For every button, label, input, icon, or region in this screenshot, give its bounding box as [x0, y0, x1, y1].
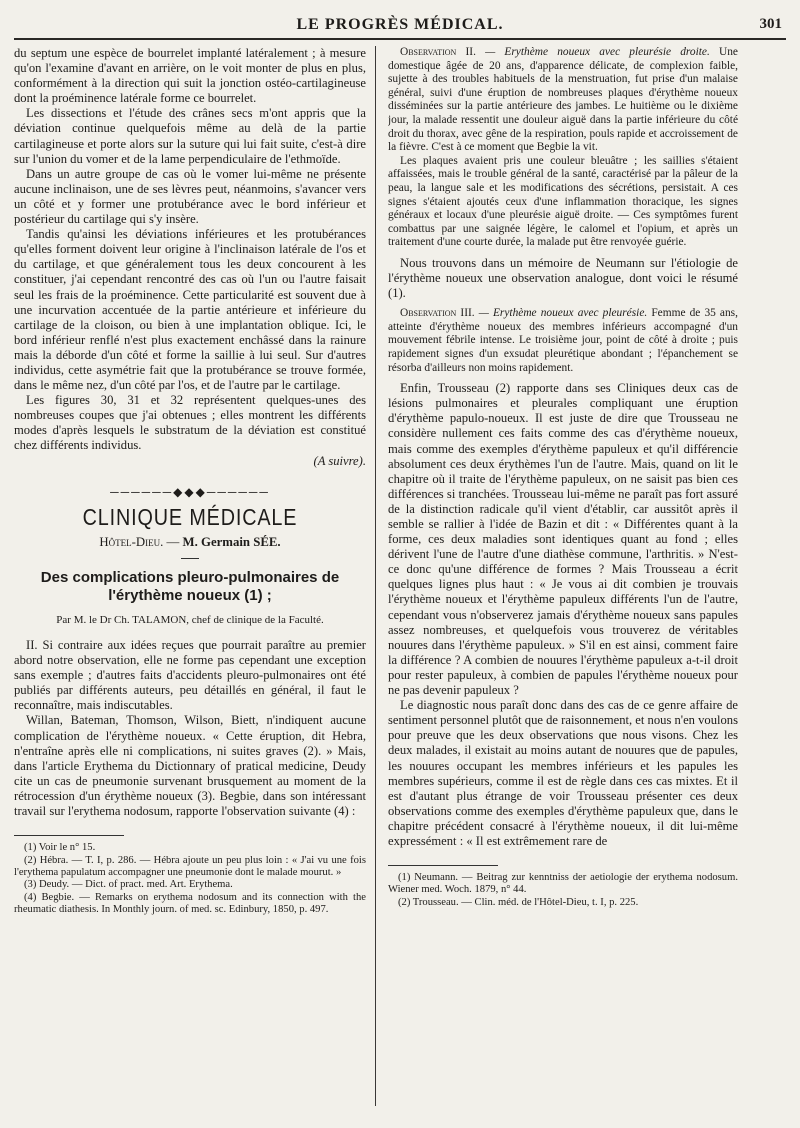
observation-label: Observation II. [400, 46, 476, 58]
right-column [388, 46, 738, 1106]
to-follow-note: (A suivre). [313, 453, 366, 468]
observation-text: Femme de 35 ans, atteinte d'érythème noueux des membres inférieurs accompagné d'un mouvement fébrile intense. Le troisième jour, point de côté à droite ; puis rapidement signes d'un exsudat pleurétique abondant ; l'épanchement se résorba d'ailleurs non moins rapidement. [388, 307, 738, 374]
section-ornament: ──────◆◆◆────── [110, 484, 270, 499]
paragraph: Dans un autre groupe de cas où le vomer lui-même ne présente aucune inclinaison, une de ses lèvres peut, néanmoins, s'avancer vers un côté et y former une protubérance avec le bord inférieur et postérieur du cartilage qui s'y insère. [14, 166, 366, 227]
running-head [14, 12, 786, 40]
observation-2 [388, 46, 738, 155]
observation-2-continued: Les plaques avaient pris une couleur bleuâtre ; les saillies s'étaient affaissées, mais le trouble général de la santé, caractérisé par la pâleur de la peau, la langue sale et les modifications des sécrétions, persistait. A ces signes s'étaient ajoutés ceux d'une inflammation thoracique, les signes généraux et locaux d'une pleurésie aiguë droite. — Ces symptômes furent combattus par une saignée légère, le calomel et l'opium, et après un traitement d'une courte durée, la malade put être renvoyée guérie. [388, 154, 738, 249]
article-title: Des complications pleuro-pulmonaires de l'érythème noueux (1) ; [40, 568, 340, 604]
footnote: (2) Hébra. — T. I, p. 286. — Hébra ajoute un peu plus loin : « J'ai vu une fois l'erythema papulatum accompagner une pneumonie dont le malade mourut. » [14, 854, 366, 878]
author-line: Par M. le Dr Ch. TALAMON, chef de clinique de la Faculté. [56, 613, 324, 626]
article-paragraph: Willan, Bateman, Thomson, Wilson, Biett, n'indiquent aucune complication de l'érythème noueux. « Cette éruption, dit Hebra, n'entraîne après elle ni complications, ni suites graves (2). » Mais, dans l'article Erythema du Dictionnary of pratical medicine, Deudy cite un cas de pneumonie survenant brusquement au moment de la rétrocession d'un érythème noueux (3). Begbie, dans son intéressant travail sur l'erythema nodosum, rapporte l'observation suivante (4) : [14, 713, 366, 819]
observation-3 [388, 307, 738, 375]
service-dash: — [166, 534, 180, 549]
footnote-rule [14, 835, 124, 836]
footnote: (1) Voir le n° 15. [24, 842, 96, 854]
observation-label: Observation III. [400, 307, 475, 320]
hospital-name: Hôtel-Dieu. [99, 534, 164, 549]
paragraph: Enfin, Trousseau (2) rapporte dans ses Cliniques deux cas de lésions pulmonaires et pleurales compliquant une éruption d'érythème papulo-noueux. Il est juste de dire que Trousseau ne considère nullement ces faits comme des cas d'érythème noueux, mais comme des exemples d'érythème papuleux et qu'il différencie absolument ces deux érythèmes l'un de l'autre. Mais, quand on lit le chapitre où il traite de l'érythème papuleux, on ne saisit pas bien ces différences si tranchées. Trousseau lui-même ne paraît pas fort assuré de la distinction radicale qu'il vient d'établir, car aussitôt après il semble se rallier à l'idée de Bazin et dit : « Différentes quant à la forme, ces deux maladies sont identiques quant au fond ; elles dérivent l'une de l'autre d'une diathèse commune, l'arthritis. » N'est-ce donc qu'une différence de formes ? Mais Trousseau a écrit quelques lignes plus haut : « Je vous ai dit combien je trouvais l'érythème noueux et l'érythème papuleux différents l'un de l'autre, cependant vous n'observerez jamais d'érythème noueux sans papules assez nombreuses, et quelquefois vous trouverez de véritables nouures dans l'érythème papuleux. » S'il en est ainsi, comment faire la différence ? A combien de nouures l'érythème papuleux a-t-il droit pour rester papuleux, à combien de papules l'érythème noueux pour ne pas devenir papuleux ? [388, 381, 738, 698]
footnote-rule [388, 865, 498, 866]
left-column [14, 46, 366, 1106]
section-title: CLINIQUE MÉDICALE [82, 503, 298, 530]
footnote: (4) Begbie. — Remarks on erythema nodosum and its connection with the rheumatic diathesis. In Monthly journ. of med. sc. Edinbury, 1850, p. 497. [14, 891, 366, 916]
paragraph: Nous trouvons dans un mémoire de Neumann sur l'étiologie de l'érythème noueux une observation analogue, dont voici le résumé (1). [388, 255, 738, 301]
left-footnotes [14, 842, 366, 916]
right-footnotes [388, 872, 738, 909]
paragraph: Le diagnostic nous paraît donc dans des cas de ce genre affaire de sentiment personnel plutôt que de raisonnement, et nous n'en voulons pour preuve que les deux observations que nous visons. Chez les deux malades, il existait au moins autant de nouures que de papules, les nouures occupant les membres inférieurs et les papules les membres supérieurs, comme il est de règle dans ces cas mixtes. Et il est d'autant plus étrange de voir Trousseau présenter ces deux observations comme des exemples d'érythème papuleux que, dans le chapitre précédent consacré à l'érythème noueux, il dit lui-même expressément : « Il est extrêmement rare de [388, 698, 738, 848]
article-paragraph: II. Si contraire aux idées reçues que pourrait paraître au premier abord notre observation, elle ne forme pas cependant une exception sans exemple ; d'autres faits d'accidents pleuro-pulmonaires ont été publiés par différents auteurs, peu détaillés en général, il faut le reconnaître, mais indiscutables. [14, 638, 366, 713]
page-number: 301 [759, 16, 782, 32]
footnote: (3) Deudy. — Dict. of pract. med. Art. Erythema. [24, 879, 233, 891]
paragraph: Les figures 30, 31 et 32 représentent quelques-unes des nombreuses coupes que j'ai obtenues ; elles montrent les différents modes d'après lesquels le substratum de la déviation est constitué chez différents individus. [14, 393, 366, 453]
observation-title: — Erythème noueux avec pleurésie droite. [485, 46, 710, 58]
observation-text: Une domestique âgée de 20 ans, d'apparence délicate, de complexion faible, sujette à des troubles habituels de la menstruation, fut prise d'un malaise général, suivi d'une éruption de nombreuses plaques d'érythème noueux disséminées sur la partie antérieure des jambes. Le huitième ou le dixième jour, la malade ressentit une douleur aiguë dans la partie inférieure du côté droit du thorax, avec gêne de la respiration, pouls rapide et accroissement de la fièvre. C'est à ce moment que Begbie la vit. [388, 46, 738, 154]
paragraph: du septum une espèce de bourrelet implanté latéralement ; à mesure qu'on l'examine d'avant en arrière, on le voit monter de plus en plus, conformément à la direction qui suit la jonction ostéo-cartilagineuse dont la proéminence latérale forme ce bourrelet. [14, 46, 366, 106]
paragraph: Les dissections et l'étude des crânes secs m'ont appris que la déviation continue quelquefois même au delà de la partie cartilagineuse et porte alors sur la suture qui lui fait suite, c'est-à dire sur l'union du vomer et de la lame perpendiculaire de l'ethmoïde. [14, 106, 366, 166]
running-title: LE PROGRÈS MÉDICAL. [296, 16, 504, 33]
observation-title: — Erythème noueux avec pleurésie. [478, 307, 648, 320]
footnote: (2) Trousseau. — Clin. méd. de l'Hôtel-Dieu, t. I, p. 225. [398, 896, 639, 908]
paragraph: Tandis qu'ainsi les déviations inférieures et les protubérances qu'elles forment doivent leur origine à l'inclinaison latérale de l'os et du cartilage, et que généralement tous les deux concourent à les constituer, j'ai cependant rencontré des cas où l'un ou l'autre faisait seul les frais de la proéminence. Cette particularité est souvent due à une incurvation accentuée de la partie antérieure et inférieure du cartilage de la cloison, ou bien à une implantation oblique. Ici, le bord inférieur renflé n'est plus exactement enchâssé dans la rainure mais la déborde d'un côté et forme la saillie à lui seul. Sur d'autres individus, cette asymétrie fait que la protubérance se trouve formée, dans le même nez, d'un côté par l'os, et de l'autre par le cartilage. [14, 227, 366, 393]
short-rule [181, 558, 199, 559]
service-chief: M. Germain SÉE. [182, 534, 281, 549]
service-line [14, 535, 366, 550]
column-divider [375, 46, 376, 1106]
footnote: (1) Neumann. — Beitrag zur kenntniss der aetiologie der erythema nodosum. Wiener med. Woch. 1879, n° 44. [388, 872, 738, 896]
